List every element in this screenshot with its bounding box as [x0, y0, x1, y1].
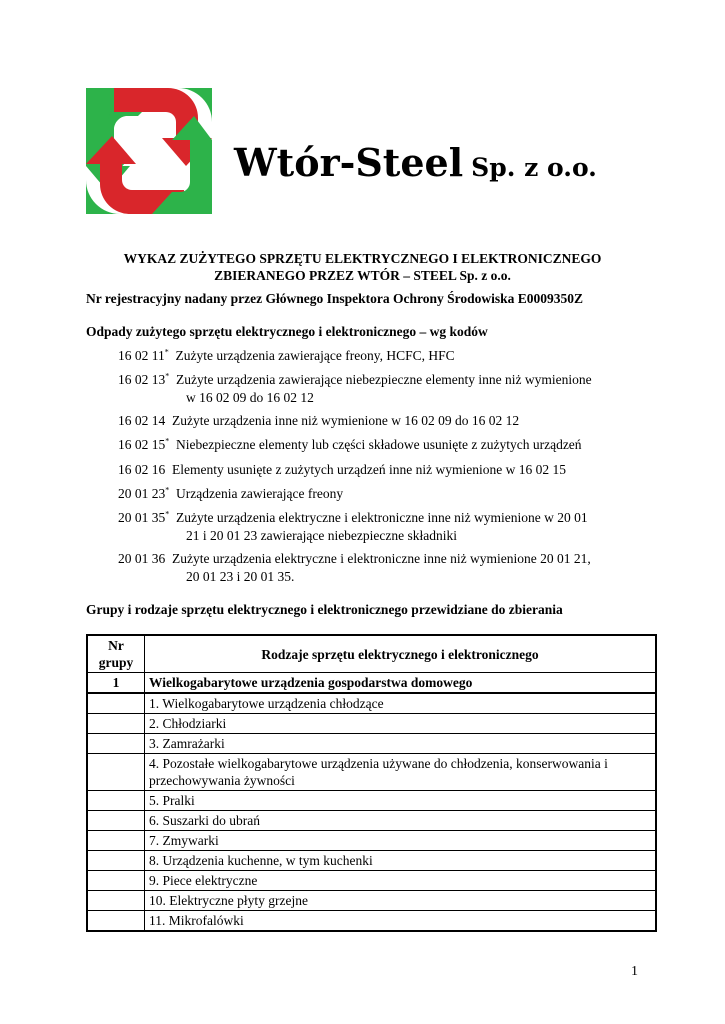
waste-code-item: [118, 509, 588, 545]
hazard-asterisk: *: [165, 371, 170, 381]
company-name-suffix: Sp. z o.o.: [471, 153, 597, 182]
equipment-table: [86, 634, 657, 932]
waste-code: 16 02 13: [118, 372, 166, 387]
waste-code: 16 02 16: [118, 462, 166, 477]
waste-code-description-cont: w 16 02 09 do 16 02 12: [186, 390, 314, 405]
waste-code-description: Elementy usunięte z zużytych urządzeń inne niż wymienione w 16 02 15: [172, 462, 566, 477]
waste-code-description: Zużyte urządzenia zawierające niebezpieczne elementy inne niż wymienione: [176, 372, 592, 387]
waste-code: 20 01 35: [118, 510, 166, 525]
table-row: [87, 831, 656, 851]
waste-code-description: Zużyte urządzenia zawierające freony, HCFC, HFC: [175, 348, 455, 363]
waste-code-description-cont: 21 i 20 01 23 zawierające niebezpieczne składniki: [186, 528, 458, 543]
empty-nr-cell: [87, 754, 145, 791]
equipment-item: 11. Mikrofalówki: [145, 911, 657, 932]
table-row: [87, 911, 656, 932]
empty-nr-cell: [87, 791, 145, 811]
waste-code-item: [118, 436, 582, 454]
table-row: [87, 754, 656, 791]
table-group-row: [87, 673, 656, 694]
equipment-item: 1. Wielkogabarytowe urządzenia chłodzące: [145, 693, 657, 714]
equipment-item: 6. Suszarki do ubrań: [145, 811, 657, 831]
waste-code-description: Zużyte urządzenia elektryczne i elektroniczne inne niż wymienione 20 01 21,: [172, 551, 591, 566]
title-line-1: WYKAZ ZUŻYTEGO SPRZĘTU ELEKTRYCZNEGO I ELEKTRONICZNEGO: [123, 251, 602, 266]
table-row: [87, 693, 656, 714]
equipment-item: 5. Pralki: [145, 791, 657, 811]
table-row: [87, 714, 656, 734]
waste-code-description-cont: 20 01 23 i 20 01 35.: [186, 569, 295, 584]
hazard-asterisk: *: [164, 347, 169, 357]
waste-code-item: [118, 550, 591, 586]
waste-code: 16 02 14: [118, 413, 166, 428]
table-row: [87, 871, 656, 891]
registration-number: Nr rejestracyjny nadany przez Głównego Inspektora Ochrony Środowiska E0009350Z: [86, 291, 584, 306]
waste-code-description: Urządzenia zawierające freony: [176, 486, 344, 501]
waste-code-description: Zużyte urządzenia inne niż wymienione w 16 02 09 do 16 02 12: [172, 413, 520, 428]
equipment-item: 3. Zamrażarki: [145, 734, 657, 754]
equipment-item: 2. Chłodziarki: [145, 714, 657, 734]
empty-nr-cell: [87, 714, 145, 734]
company-name: [234, 140, 597, 185]
table-row: [87, 811, 656, 831]
empty-nr-cell: [87, 911, 145, 932]
empty-nr-cell: [87, 831, 145, 851]
waste-code-description: Zużyte urządzenia elektryczne i elektroniczne inne niż wymienione w 20 01: [176, 510, 588, 525]
waste-code-item: [118, 461, 566, 479]
hazard-asterisk: *: [165, 485, 170, 495]
equipment-item: 10. Elektryczne płyty grzejne: [145, 891, 657, 911]
table-row: [87, 891, 656, 911]
waste-code-item: [118, 371, 592, 407]
waste-code-item: [118, 485, 343, 503]
hazard-asterisk: *: [165, 436, 170, 446]
waste-code: 16 02 11: [118, 348, 165, 363]
equipment-item: 8. Urządzenia kuchenne, w tym kuchenki: [145, 851, 657, 871]
company-name-main: Wtór-Steel: [234, 140, 464, 185]
header-equipment-kind: Rodzaje sprzętu elektrycznego i elektronicznego: [145, 635, 657, 673]
document-title: [86, 250, 639, 284]
table-row: [87, 851, 656, 871]
waste-code-item: [118, 412, 519, 430]
waste-code: 20 01 36: [118, 551, 166, 566]
empty-nr-cell: [87, 693, 145, 714]
table-items: [87, 693, 656, 931]
group-name: Wielkogabarytowe urządzenia gospodarstwa domowego: [145, 673, 657, 694]
equipment-item: 9. Piece elektryczne: [145, 871, 657, 891]
empty-nr-cell: [87, 851, 145, 871]
waste-codes-heading: Odpady zużytego sprzętu elektrycznego i elektronicznego – wg kodów: [86, 324, 488, 339]
title-line-2: ZBIERANEGO PRZEZ WTÓR – STEEL Sp. z o.o.: [214, 268, 511, 283]
company-logo: [86, 88, 212, 214]
header-nr-group: Nr grupy: [87, 635, 145, 673]
table-row: [87, 791, 656, 811]
table-header-row: [87, 635, 656, 673]
empty-nr-cell: [87, 871, 145, 891]
waste-code-item: [118, 347, 455, 365]
waste-code: 16 02 15: [118, 437, 166, 452]
groups-heading: Grupy i rodzaje sprzętu elektrycznego i elektronicznego przewidziane do zbierania: [86, 602, 563, 617]
waste-code-description: Niebezpieczne elementy lub części składowe usunięte z zużytych urządzeń: [176, 437, 582, 452]
waste-code: 20 01 23: [118, 486, 166, 501]
table-row: [87, 734, 656, 754]
equipment-item: 7. Zmywarki: [145, 831, 657, 851]
empty-nr-cell: [87, 891, 145, 911]
group-number: 1: [87, 673, 145, 694]
hazard-asterisk: *: [165, 509, 170, 519]
page-number: 1: [631, 964, 638, 979]
equipment-item: 4. Pozostałe wielkogabarytowe urządzenia używane do chłodzenia, konserwowania i przechowywania żywności: [145, 754, 657, 791]
empty-nr-cell: [87, 811, 145, 831]
empty-nr-cell: [87, 734, 145, 754]
